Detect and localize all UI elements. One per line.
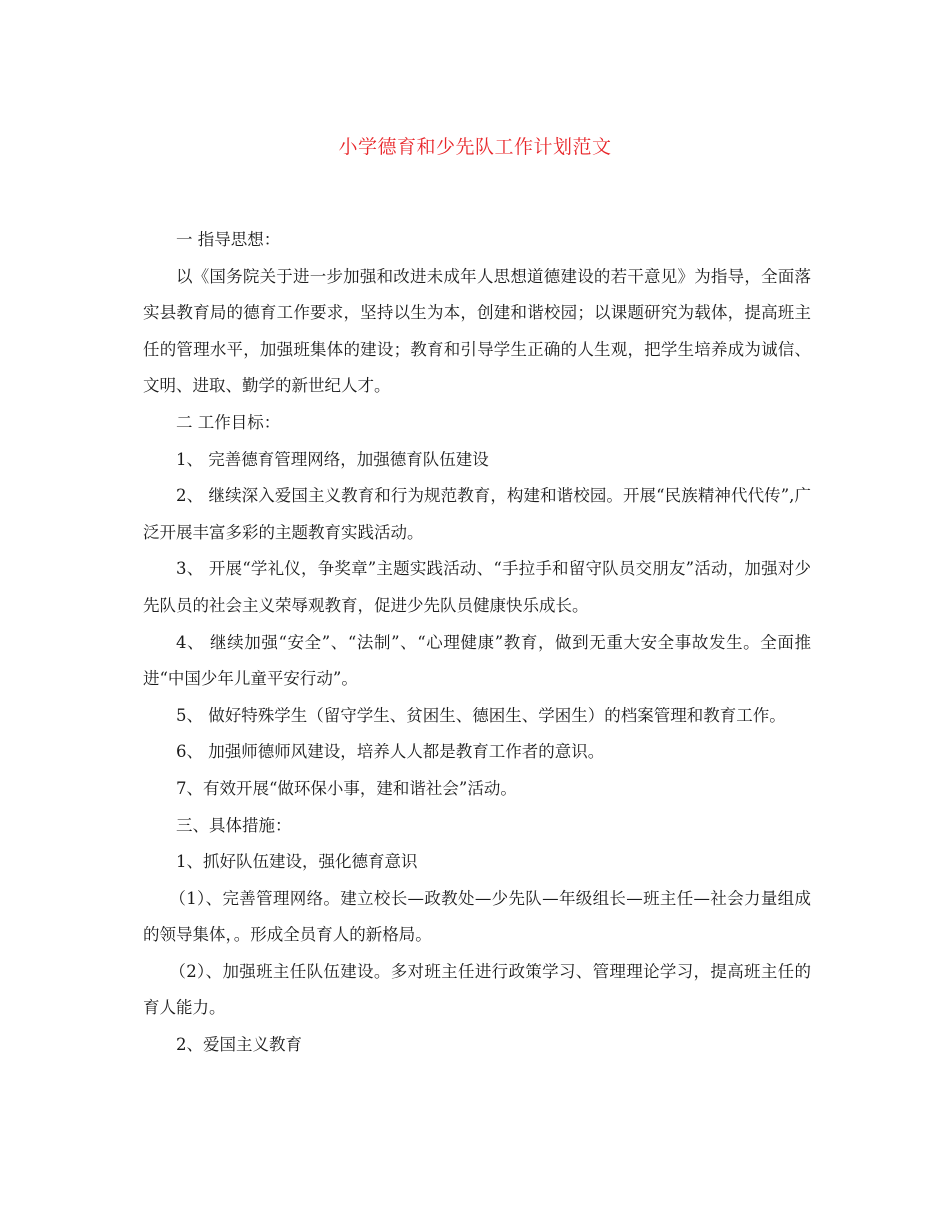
measure-subitem-2: （2）、加强班主任队伍建设。多对班主任进行政策学习、管理理论学习，提高班主任的育人能力。 — [143, 961, 811, 1018]
measure-subitem-1: （1）、完善管理网络。建立校长—政教处—少先队—年级组长—班主任—社会力量组成的领导集体，。形成全员育人的新格局。 — [143, 888, 811, 945]
measure-item-1: 1、抓好队伍建设，强化德育意识 — [176, 852, 418, 872]
document-title: 小学德育和少先队工作计划范文 — [338, 136, 612, 158]
measure-item-2: 2、爱国主义教育 — [176, 1035, 302, 1055]
section-heading-work-goals: 二 工作目标： — [176, 412, 281, 432]
paragraph-guiding-ideology: 以《国务院关于进一步加强和改进未成年人思想道德建设的若干意见》为指导，全面落实县教育局的德育工作要求，坚持以生为本，创建和谐校园；以课题研究为载体，提高班主任的管理水平，加强班集体的建设；教育和引导学生正确的人生观，把学生培养成为诚信、文明、进取、勤学的新世纪人才。 — [143, 266, 811, 396]
goal-item-4: 4、 继续加强“安全”、“法制”、“心理健康”教育，做到无重大安全事故发生。全面推进“中国少年儿童平安行动”。 — [143, 632, 811, 689]
goal-item-6: 6、 加强师德师风建设，培养人人都是教育工作者的意识。 — [176, 742, 605, 762]
goal-item-3: 3、 开展“学礼仪，争奖章”主题实践活动、“手拉手和留守队员交朋友”活动，加强对少先队员的社会主义荣辱观教育，促进少先队员健康快乐成长。 — [143, 559, 811, 615]
goal-item-7: 7、有效开展“做环保小事，建和谐社会”活动。 — [176, 778, 517, 798]
document-body — [143, 222, 811, 1064]
section-heading-guiding-ideology: 一 指导思想： — [176, 230, 281, 249]
goal-item-1: 1、 完善德育管理网络，加强德育队伍建设 — [176, 449, 489, 469]
section-heading-measures: 三、具体措施： — [176, 815, 292, 835]
goal-item-2: 2、 继续深入爱国主义教育和行为规范教育，构建和谐校园。开展“民族精神代代传”,广泛开展丰富多彩的主题教育实践活动。 — [143, 486, 811, 542]
goal-item-5: 5、 做好特殊学生（留守学生、贫困生、德困生、学困生）的档案管理和教育工作。 — [176, 705, 786, 725]
